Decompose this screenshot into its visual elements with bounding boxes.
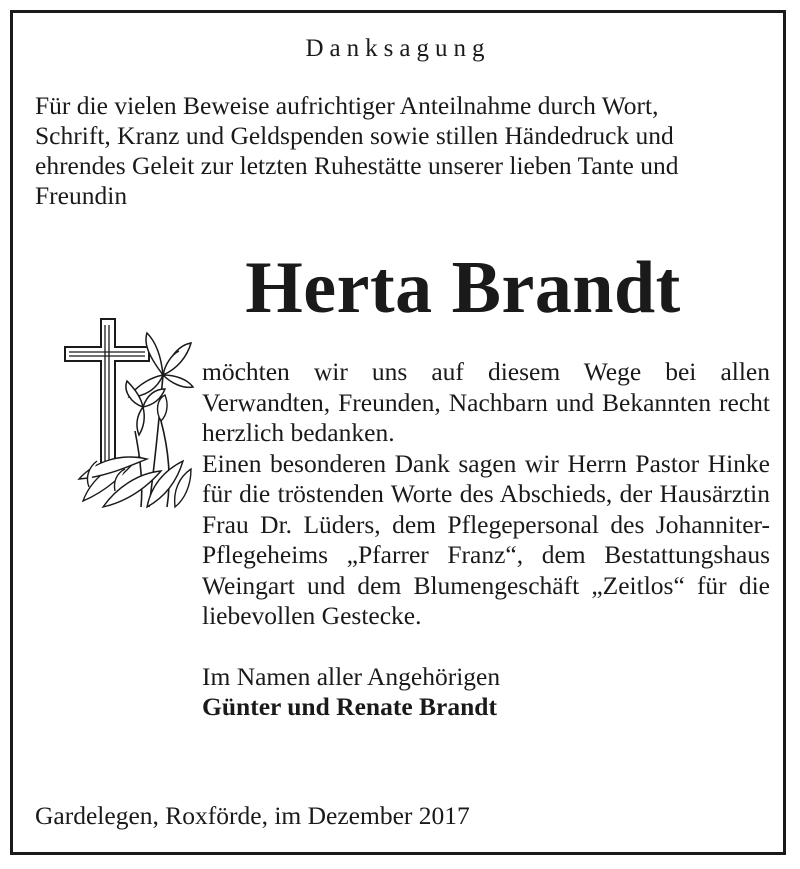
- intro-text: [35, 91, 775, 211]
- signature-line: Im Namen aller Angehörigen: [202, 661, 501, 691]
- thanks-paragraph: Einen besonderen Dank sagen wir Herrn Pastor Hinke für die tröstenden Worte des Abschieds, der Hausärztin Frau Dr. Lüders, dem Pflegepersonal des Johanniter-Pflegeheims „Pfarrer Franz“, dem Bestattungshaus Weingart und dem Blumengeschäft „Zeitlos“ für die liebevollen Gestecke.: [202, 448, 770, 630]
- thanks-paragraph: möchten wir uns auf diesem Wege bei allen Verwandten, Freunden, Nachbarn und Bekannten recht herzlich bedanken.: [202, 357, 770, 447]
- place-date: Gardelegen, Roxförde, im Dezember 2017: [35, 801, 470, 830]
- notice-heading: Danksagung: [305, 35, 491, 62]
- obituary-notice: [10, 10, 786, 855]
- intro-line: Schrift, Kranz und Geldspenden sowie stillen Händedruck und: [35, 121, 674, 150]
- spacer: [202, 632, 770, 662]
- intro-line: Freundin: [35, 181, 128, 210]
- intro-line: Für die vielen Beweise aufrichtiger Anteilnahme durch Wort,: [35, 91, 659, 120]
- signature-names: Günter und Renate Brandt: [202, 692, 497, 721]
- cross-lily-icon: [43, 311, 195, 511]
- thanks-text: [202, 357, 770, 723]
- deceased-name: Herta Brandt: [245, 247, 681, 329]
- intro-line: ehrendes Geleit zur letzten Ruhestätte unserer lieben Tante und: [35, 151, 679, 180]
